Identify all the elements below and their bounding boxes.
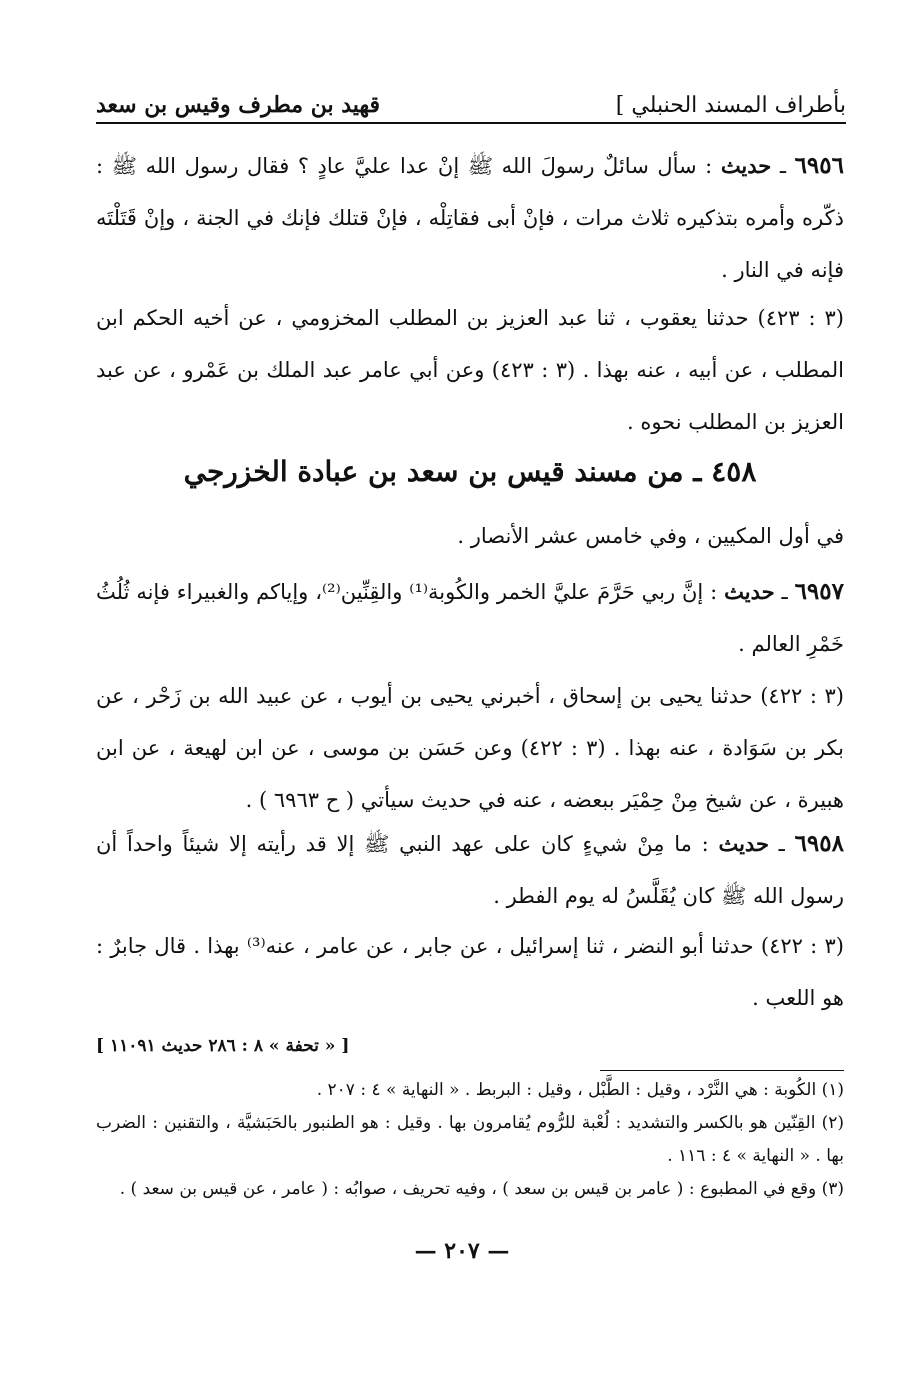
footnote-divider — [600, 1070, 844, 1071]
dash: ـ — [771, 154, 795, 178]
hadith-number: ٦٩٥٨ — [794, 830, 844, 857]
hadith-6956 — [96, 140, 844, 296]
footnote-2: (٢) القِنّين هو بالكسر والتشديد : لُعْبة للرُّوم يُقامرون بها . وقيل : هو الطنبور بالحَبَشيَّة ، والتقنين : الضرب بها . « النهاية » ٤ : ١١٦ . — [96, 1113, 844, 1166]
hadith-keyword: حديث — [724, 579, 775, 604]
isnad-text: (٣ : ٤٢٢) حدثنا أبو النضر ، ثنا إسرائيل ، عن جابر ، عن عامر ، عنه⁽³⁾ بهذا . قال جابرٌ : هو اللعب . — [96, 934, 844, 1010]
hadith-number: ٦٩٥٧ — [794, 578, 844, 605]
hadith-keyword: حديث — [720, 153, 772, 178]
hadith-6957 — [96, 566, 844, 670]
hadith-text: : ما مِنْ شيءٍ كان على عهد النبي ﷺ إلا قد رأيته إلا شيئاً واحداً أن رسول الله ﷺ كان يُقَلَّسُ له يوم الفطر . — [96, 832, 844, 908]
hadith-text: : إنَّ ربي حَرَّمَ عليَّ الخمر والكُوبة⁽¹⁾ والقِنِّين⁽²⁾، وإياكم والغبيراء فإنه ثُلُثُ خَمْرِ العالم . — [96, 580, 844, 656]
footnote-3: (٣) وقع في المطبوع : ( عامر بن قيس بن سعد ) ، وفيه تحريف ، صوابُه : ( عامر ، عن قيس بن سعد ) . — [119, 1179, 844, 1199]
hadith-6958 — [96, 818, 844, 922]
page-number: — ٢٠٧ — — [414, 1238, 510, 1264]
isnad-6958 — [96, 920, 844, 1024]
isnad-6956 — [96, 292, 844, 448]
dash: ـ — [774, 580, 795, 604]
footnote-1: (١) الكُوبة : هي النَّرْد ، وقيل : الطَّبْل ، وقيل : البربط . « النهاية » ٤ : ٢٠٧ . — [316, 1080, 844, 1100]
running-header — [96, 78, 846, 124]
hadith-keyword: حديث — [718, 831, 769, 856]
hadith-number: ٦٩٥٦ — [794, 152, 844, 179]
header-book-title: بأطراف المسند الحنبلي ] — [615, 93, 846, 118]
footnotes — [96, 1074, 844, 1206]
isnad-text: (٣ : ٤٢٢) حدثنا يحيى بن إسحاق ، أخبرني يحيى بن أيوب ، عن عبيد الله بن زَحْر ، عن بكر بن سَوَادة ، عنه بهذا . (٣ : ٤٢٢) وعن حَسَن بن موسى ، عن ابن لهيعة ، عن ابن هبيرة ، عن شيخ مِنْ حِمْيَر ببعضه ، عنه في حديث سيأتي ( ح ٦٩٦٣ ) . — [96, 684, 844, 812]
isnad-6957 — [96, 670, 844, 826]
dash: ـ — [768, 832, 795, 856]
header-section-title: قهيد بن مطرف وقيس بن سعد — [96, 92, 381, 118]
tuhfa-citation: [ « تحفة » ٨ : ٢٨٦ حديث ١١٠٩١ ] — [96, 1036, 350, 1056]
section-heading: ٤٥٨ ـ من مسند قيس بن سعد بن عبادة الخزرجي — [183, 455, 757, 488]
section-intro-text: في أول المكيين ، وفي خامس عشر الأنصار . — [457, 524, 844, 548]
hadith-text: : سأل سائلٌ رسولَ الله ﷺ إنْ عدا عليَّ عادٍ ؟ فقال رسول الله ﷺ : ذكّره وأمره بتذكيره ثلاث مرات ، فإنْ أبى فقاتِلْه ، فإنْ قتلك فإنك في الجنة ، وإنْ قَتَلْتَه فإنه في النار . — [96, 154, 845, 282]
isnad-text: (٣ : ٤٢٣) حدثنا يعقوب ، ثنا عبد العزيز بن المطلب المخزومي ، عن أخيه الحكم ابن المطلب ، عن أبيه ، عنه بهذا . (٣ : ٤٢٣) وعن أبي عامر عبد الملك بن عَمْرو ، عن عبد العزيز بن المطلب نحوه . — [96, 306, 844, 434]
section-intro — [96, 510, 844, 562]
